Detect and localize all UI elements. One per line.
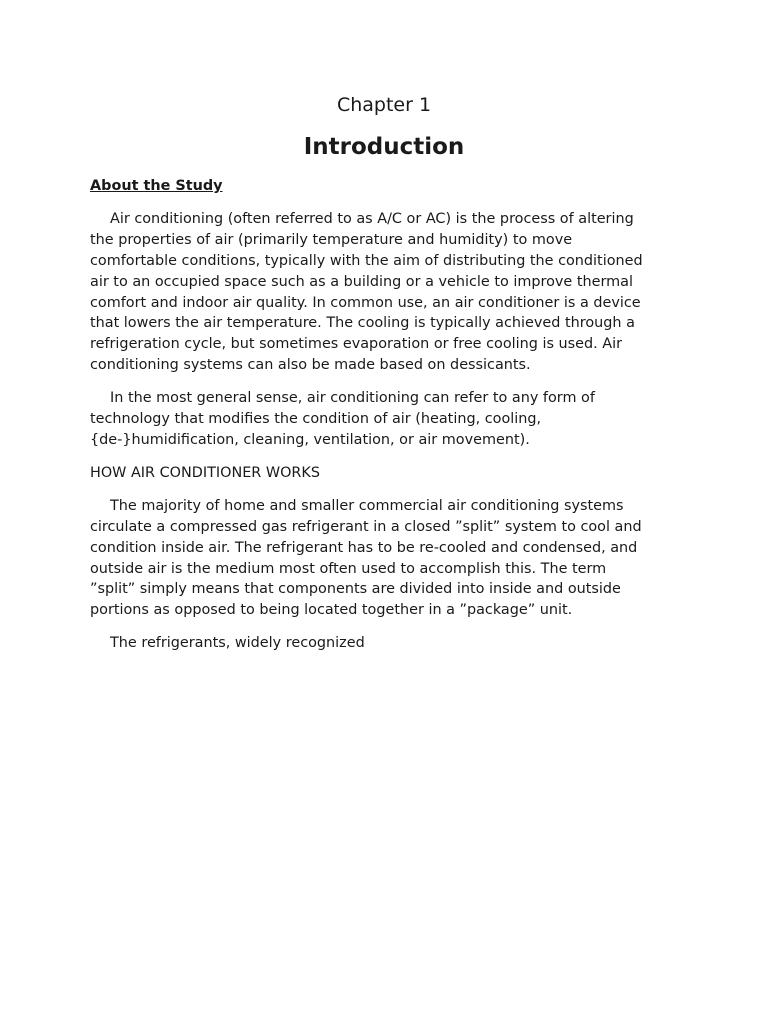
paragraph-line: conditioning systems can also be made based on dessicants. [90,357,531,374]
paragraph-refrigerants [90,633,680,654]
paragraph-line: that lowers the air temperature. The cooling is typically achieved through a [90,315,635,332]
paragraph-line: In the most general sense, air conditioning can refer to any form of [110,390,595,407]
paragraph-line: outside air is the medium most often used to accomplish this. The term [90,560,607,577]
section-heading: HOW AIR CONDITIONER WORKS [90,464,320,481]
chapter-label: Chapter 1 [336,94,432,116]
paragraph-line: circulate a compressed gas refrigerant in a closed ”split” system to cool and [90,518,642,535]
paragraph-line: portions as opposed to being located together in a ”package” unit. [90,602,573,619]
paragraph-intro [90,209,680,376]
paragraph-line: air to an occupied space such as a building or a vehicle to improve thermal [90,273,633,290]
paragraph-line: Air conditioning (often referred to as A/C or AC) is the process of altering [110,210,634,227]
page-title: Introduction [303,134,465,160]
paragraph-line: comfort and indoor air quality. In common use, an air conditioner is a device [90,294,641,311]
paragraph-line: comfortable conditions, typically with the aim of distributing the conditioned [90,252,643,269]
paragraph-line: The majority of home and smaller commercial air conditioning systems [110,497,624,514]
paragraph-line: technology that modifies the condition of air (heating, cooling, [90,411,542,428]
paragraph-how-it-works [90,496,680,621]
paragraph-line: ”split” simply means that components are divided into inside and outside [90,581,621,598]
paragraph-line: condition inside air. The refrigerant has to be re-cooled and condensed, and [90,539,638,556]
paragraph-general-sense [90,388,680,451]
document-body [90,176,680,666]
paragraph-line: refrigeration cycle, but sometimes evaporation or free cooling is used. Air [90,336,623,353]
paragraph-line: {de-}humidification, cleaning, ventilation, or air movement). [90,431,530,448]
section-subheading: About the Study [90,178,223,194]
paragraph-line: the properties of air (primarily temperature and humidity) to move [90,231,573,248]
paragraph-line: The refrigerants, widely recognized [110,635,365,652]
